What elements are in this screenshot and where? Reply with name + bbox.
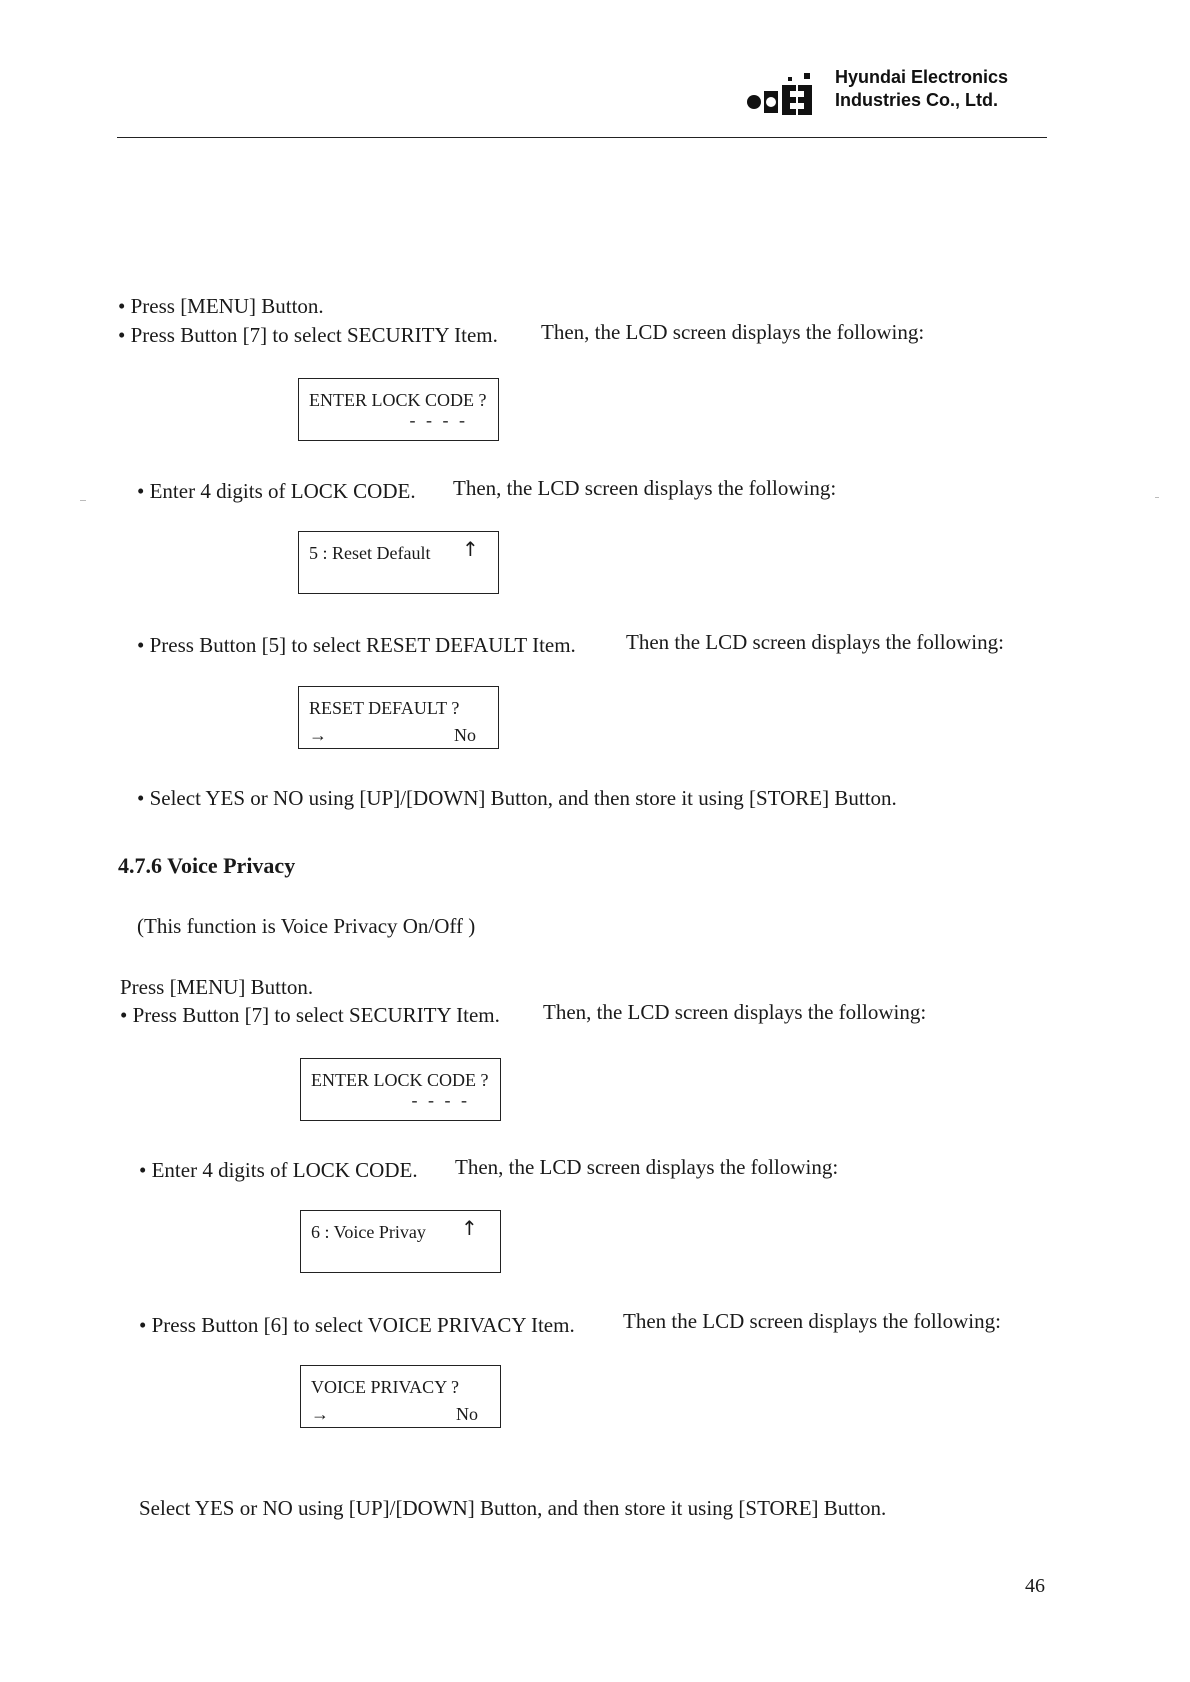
lcd-code-placeholder: - - - -: [411, 1090, 470, 1110]
lcd-line-1: VOICE PRIVACY ?: [311, 1377, 460, 1397]
step-enter-lock-code-result: Then, the LCD screen displays the following:: [453, 476, 837, 500]
step-select-security-result: Then, the LCD screen displays the following:: [541, 320, 925, 344]
lcd-code-placeholder: - - - -: [409, 410, 468, 430]
step-select-reset-default: • Press Button [5] to select RESET DEFAULT Item.: [137, 633, 576, 657]
lcd-voice-privacy-confirm: [300, 1365, 501, 1428]
section-step-press-menu: Press [MENU] Button.: [120, 975, 314, 999]
section-step-enter-lock-code: • Enter 4 digits of LOCK CODE.: [139, 1158, 418, 1182]
lcd-enter-lock-code-2: [300, 1058, 501, 1121]
step-press-menu: • Press [MENU] Button.: [118, 294, 324, 318]
lcd-voice-privacy-menu: [300, 1210, 501, 1273]
lcd-reset-default-confirm: [298, 686, 499, 749]
lcd-reset-default-menu: [298, 531, 499, 594]
step-select-yes-no: • Select YES or NO using [UP]/[DOWN] Button, and then store it using [STORE] Button.: [137, 786, 897, 810]
lcd-line-1: 6 : Voice Privay: [311, 1222, 426, 1242]
right-arrow-icon: →: [311, 1404, 329, 1424]
company-logo: [746, 73, 818, 119]
step-select-security: • Press Button [7] to select SECURITY Item.: [118, 323, 498, 347]
lcd-value: No: [454, 725, 476, 745]
company-line-1: Hyundai Electronics: [835, 67, 1009, 87]
up-arrow-icon: ↑: [462, 537, 479, 561]
lcd-enter-lock-code: [298, 378, 499, 441]
section-step-select-security-result: Then, the LCD screen displays the following:: [543, 1000, 927, 1024]
section-title: 4.7.6 Voice Privacy: [118, 853, 296, 878]
up-arrow-icon: ↑: [461, 1216, 478, 1240]
lcd-line-1: ENTER LOCK CODE ?: [309, 390, 487, 410]
header-divider: [117, 137, 1047, 138]
section-step-enter-lock-code-result: Then, the LCD screen displays the following:: [455, 1155, 839, 1179]
scan-mark: [1155, 497, 1159, 498]
lcd-value: No: [456, 1404, 478, 1424]
page-number: 46: [1025, 1575, 1045, 1597]
scan-mark: [80, 500, 86, 501]
section-note: (This function is Voice Privacy On/Off ): [137, 914, 476, 938]
company-line-2: Industries Co., Ltd.: [835, 90, 999, 110]
lcd-line-1: 5 : Reset Default: [309, 543, 431, 563]
lcd-line-1: ENTER LOCK CODE ?: [311, 1070, 489, 1090]
section-step-select-voice-privacy: • Press Button [6] to select VOICE PRIVACY Item.: [139, 1313, 575, 1337]
step-enter-lock-code: • Enter 4 digits of LOCK CODE.: [137, 479, 416, 503]
section-step-select-yes-no: Select YES or NO using [UP]/[DOWN] Button, and then store it using [STORE] Button.: [139, 1496, 887, 1520]
company-name: [835, 66, 1008, 112]
right-arrow-icon: →: [309, 725, 327, 745]
section-step-select-security: • Press Button [7] to select SECURITY Item.: [120, 1003, 500, 1027]
lcd-line-1: RESET DEFAULT ?: [309, 698, 460, 718]
step-select-reset-default-result: Then the LCD screen displays the following:: [626, 630, 1004, 654]
section-step-select-voice-privacy-result: Then the LCD screen displays the following:: [623, 1309, 1001, 1333]
